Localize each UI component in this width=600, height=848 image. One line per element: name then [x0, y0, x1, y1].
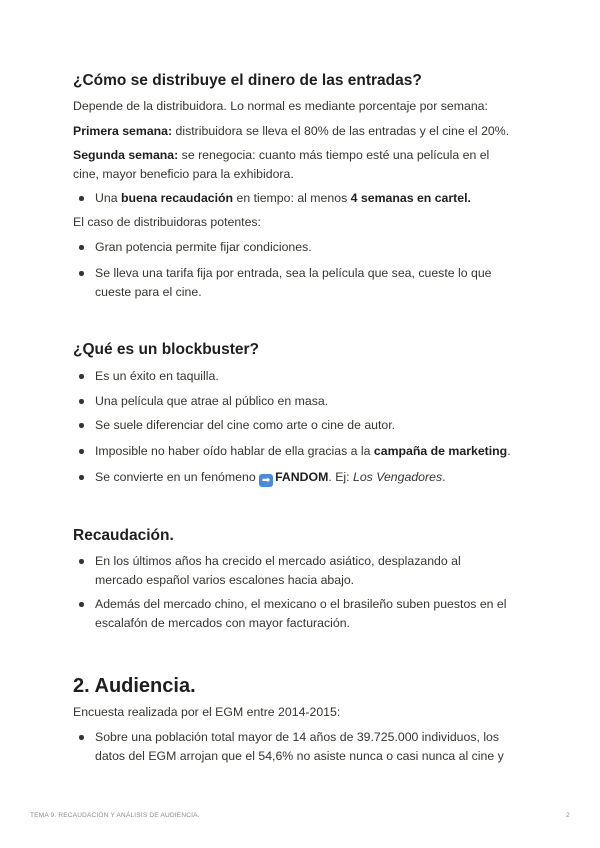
bullet-icon [79, 559, 84, 564]
bullet-icon [79, 399, 84, 404]
bullet-icon [79, 475, 84, 480]
segunda-semana-label: Segunda semana: [73, 148, 179, 162]
bullet-icon [79, 271, 84, 276]
segunda-semana-text-2: cine, mayor beneficio para la exhibidora. [73, 166, 294, 181]
segunda-semana-paragraph [73, 146, 533, 183]
bullet-icon [79, 602, 84, 607]
bullet-icon [79, 374, 84, 379]
segunda-semana-text-1: se renegocia: cuanto más tiempo esté una película en el [178, 148, 490, 162]
entradas-intro: Depende de la distribuidora. Lo normal es mediante porcentaje por semana: [73, 99, 488, 113]
list-item-text: Es un éxito en taquilla. [95, 369, 219, 383]
page-number: 2 [566, 812, 570, 819]
section-heading-audiencia: 2. Audiencia. [73, 675, 196, 697]
audiencia-intro: Encuesta realizada por el EGM entre 2014-2015: [73, 705, 341, 719]
bullet-icon [79, 449, 84, 454]
potentes-intro: El caso de distribuidoras potentes: [73, 215, 261, 229]
list-item-text: Una buena recaudación en tiempo: al menos 4 semanas en cartel. [95, 191, 471, 205]
list-item-text: Además del mercado chino, el mexicano o el brasileño suben puestos en el escalafón de mercados con mayor facturación. [95, 597, 507, 630]
right-arrow-icon: ➡ [259, 474, 273, 487]
primera-semana-label: Primera semana: [73, 124, 173, 138]
section-heading-blockbuster: ¿Qué es un blockbuster? [73, 341, 260, 358]
section-heading-entradas: ¿Cómo se distribuye el dinero de las entradas? [73, 72, 422, 89]
section-heading-recaudacion: Recaudación. [73, 527, 174, 544]
primera-semana-text: distribuidora se lleva el 80% de las entradas y el cine el 20%. [172, 124, 510, 138]
list-item-text: Sobre una población total mayor de 14 años de 39.725.000 individuos, los datos del EGM arrojan que el 54,6% no asiste nunca o casi nunca al cine y [95, 730, 504, 763]
primera-semana-paragraph [73, 122, 533, 141]
footer-title: TEMA 9. RECAUDACIÓN Y ANÁLISIS DE AUDIENCIA. [30, 812, 200, 819]
list-item-text: Se lleva una tarifa fija por entrada, sea la película que sea, cueste lo que cueste para el cine. [95, 266, 492, 299]
list-item-text: Una película que atrae al público en masa. [95, 394, 329, 408]
bullet-icon [79, 735, 84, 740]
bullet-icon [79, 196, 84, 201]
list-item-text: Imposible no haber oído hablar de ella gracias a la campaña de marketing. [95, 444, 511, 458]
bullet-icon [79, 245, 84, 250]
list-item-text: En los últimos años ha crecido el mercado asiático, desplazando al mercado español varios escalones hacia abajo. [95, 554, 461, 587]
list-item-text: Se convierte en un fenómeno ➡ FANDOM. Ej: Los Vengadores. [95, 470, 446, 486]
list-item-text: Se suele diferenciar del cine como arte o cine de autor. [95, 418, 396, 432]
list-item-text: Gran potencia permite fijar condiciones. [95, 240, 312, 254]
bullet-icon [79, 423, 84, 428]
